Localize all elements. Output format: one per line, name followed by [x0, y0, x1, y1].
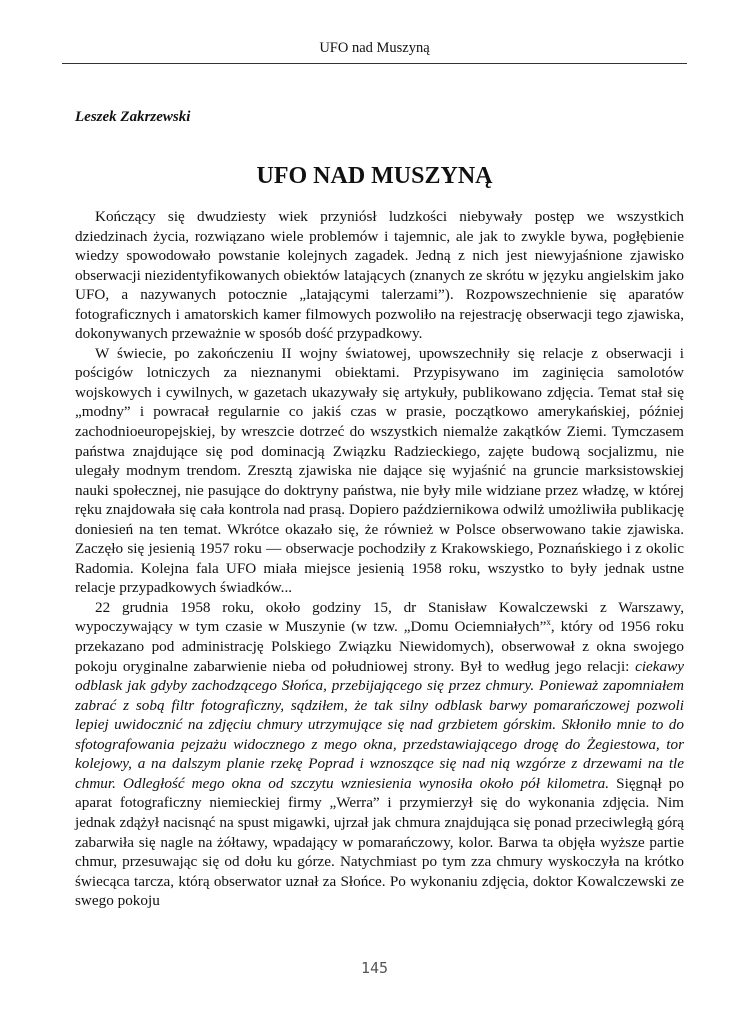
page-number: 145	[360, 959, 389, 977]
paragraph-3	[75, 598, 684, 911]
article-title: UFO NAD MUSZYNĄ	[256, 163, 493, 189]
paragraph-1: Kończący się dwudziesty wiek przyniósł ludzkości niebywały postęp we wszystkich dziedzinach życia, rozwiązano wiele problemów i tajemnic, ale jak to zwykle bywa, pogłębienie wiedzy spowodowało powstanie kolejnych zagadek. Jedną z nich jest niewyjaśnione zjawisko obserwacji niezidentyfikowanych obiektów latających (znanych ze skrótu w języku angielskim jako UFO, a nazywanych potocznie „latającymi talerzami”). Rozpowszechnienie się aparatów fotograficznych i amatorskich kamer filmowych pozwoliło na rejestrację obserwacji tego zjawiska, dokonywanych przeważnie w sposób dość przypadkowy.	[75, 208, 684, 343]
witness-quote: ciekawy odblask jak gdyby zachodzącego Słońca, przebijającego się przez chmury. Ponieważ zapomniałem zabrać z sobą filtr fotograficzny, sądziłem, że tak silny odblask barwy pomarańczowej pozwoli lepiej uwidocznić na zdjęciu chmury utrzymujące się nad grzbietem górskim. Skłoniło mnie to do sfotografowania pejzażu widocznego z mego okna, przedstawiającego drogę do Żegiestowa, tor kolejowy, a na dalszym planie rzekę Poprad i wznoszące się nad nią wzgórze z drzewami na tle chmur. Odległość mego okna od szczytu wzniesienia wynosiła około pół kilometra.	[75, 657, 684, 792]
article-body	[75, 207, 684, 911]
header-rule	[62, 63, 687, 64]
paragraph-3-part-1: 22 grudnia 1958 roku, około godziny 15, dr Stanisław Kowalczewski z Warszawy, wypoczywający w tym czasie w Muszynie (w tzw. „Domu Ociemniałych”	[75, 598, 684, 636]
running-header: UFO nad Muszyną	[319, 40, 430, 56]
paragraph-3-part-3: Sięgnął po aparat fotograficzny niemieckiej firmy „Werra” i przymierzył się do wykonania zdjęcia. Nim jednak zdążył nacisnąć na spust migawki, ujrzał jak chmura znajdująca się ponad przeciwległą górą zabarwiła się nagle na żółtawy, wpadający w pomarańczowy, kolor. Barwa ta objęła wyższe partie chmur, przesuwając się od dołu ku górze. Natychmiast po tym zza chmury wyskoczyła na krótko świecąca tarcza, którą obserwator uznał za Słońce. Po wykonaniu zdjęcia, doktor Kowalczewski ze swego pokoju	[75, 774, 684, 910]
paragraph-3-part-2: , który od 1956 roku przekazano pod administrację Polskiego Związku Niewidomych), obserwował z okna swojego pokoju oryginalne zabarwienie nieba od południowej strony. Był to według jego relacji:	[75, 618, 684, 675]
article-author: Leszek Zakrzewski	[75, 109, 191, 125]
footnote-mark: x	[546, 617, 551, 628]
paragraph-2: W świecie, po zakończeniu II wojny światowej, upowszechniły się relacje z obserwacji i pościgów lotniczych za nieznanymi obiektami. Przypisywano im zaginięcia samolotów wojskowych i cywilnych, w gazetach ukazywały się artykuły, publikowano zdjęcia. Temat stał się „modny” i powracał regularnie co jakiś czas w prasie, początkowo amerykańskiej, później zachodnioeuropejskiej, by wreszcie dotrzeć do wszystkich niemalże zakątków Ziemi. Tymczasem państwa znajdujące się pod dominacją Związku Radzieckiego, zajęte budową socjalizmu, nie ulegały modnym trendom. Zresztą zjawiska nie dające się wyjaśnić na gruncie marksistowskiej nauki społecznej, nie pasujące do doktryny państwa, nie były mile widziane przez władzę, w której ręku znajdowała się cała kontrola nad prasą. Dopiero październikowa odwilż umożliwiła publikację doniesień na ten temat. Wkrótce okazało się, że również w Polsce obserwowano takie zjawiska. Zaczęło się jesienią 1957 roku — obserwacje pochodziły z Krakowskiego, Poznańskiego i z okolic Radomia. Kolejna fala UFO miała miejsce jesienią 1958 roku, wszystko to były jednak ustne relacje przypadkowych świadków...	[75, 344, 684, 597]
